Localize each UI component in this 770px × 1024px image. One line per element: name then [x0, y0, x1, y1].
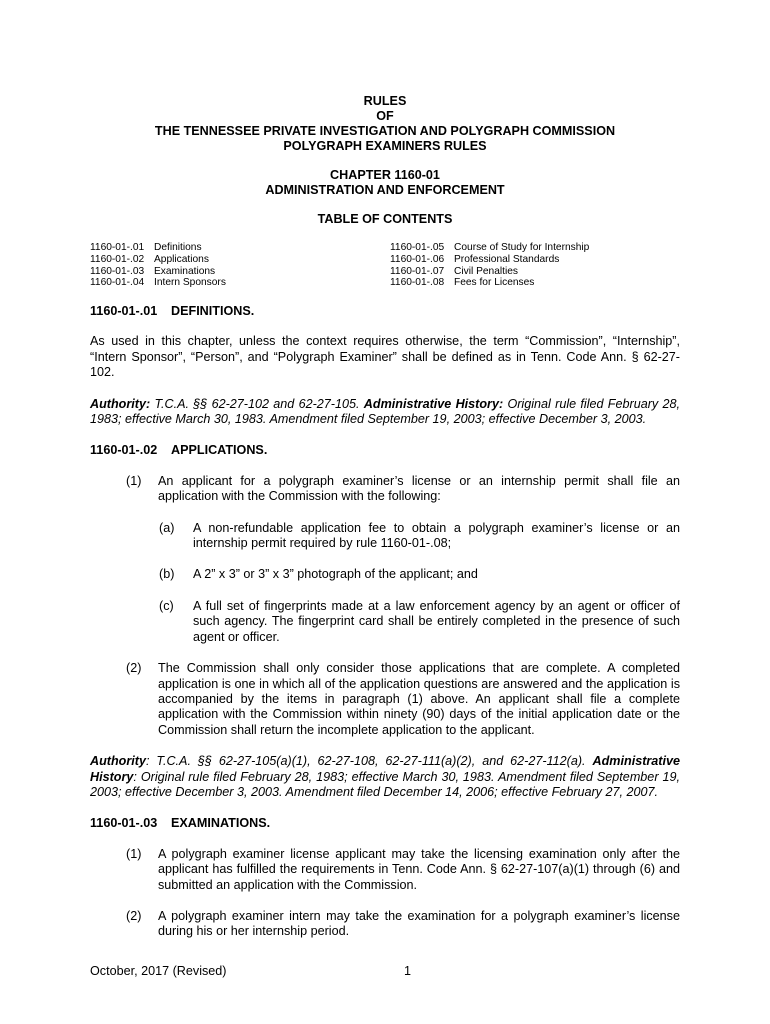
header-of: OF — [376, 109, 394, 123]
section-heading-examinations: 1160-01-.03 EXAMINATIONS. — [90, 816, 271, 831]
toc-entry[interactable]: 1160-01-.01 Definitions — [90, 242, 202, 253]
toc-entry[interactable]: 1160-01-.07 Civil Penalties — [390, 265, 518, 277]
header-commission: THE TENNESSEE PRIVATE INVESTIGATION AND POLYGRAPH COMMISSION — [154, 124, 616, 138]
document-header — [0, 94, 770, 227]
toc-title: TABLE OF CONTENTS — [317, 212, 453, 226]
applications-paragraph-1: (1) An applicant for a polygraph examiner’s license or an internship permit shall file an application with the Commission with the following: — [126, 473, 680, 504]
header-rules-title: POLYGRAPH EXAMINERS RULES — [283, 139, 487, 153]
section-heading-definitions: 1160-01-.01 DEFINITIONS. — [90, 304, 255, 318]
applications-authority: Authority: T.C.A. §§ 62-27-105(a)(1), 62-27-108, 62-27-111(a)(2), and 62-27-112(a). Administrative History: Original rule filed February 28, 1983; effective March 30, 1983. Amendment filed September 19, 2003; effective December 3, 2003. Amendment filed December 14, 2006; effective February 27, 2007. — [90, 754, 680, 799]
toc-entry[interactable]: 1160-01-.02 Applications — [90, 253, 209, 265]
page-number: 1 — [404, 964, 412, 978]
applications-item-c: (c) A full set of fingerprints made at a law enforcement agency by an agent or officer of such agency. The fingerprint card shall be entirely completed in the presence of such agent or officer. — [159, 598, 680, 644]
examinations-paragraph-2: (2) A polygraph examiner intern may take the examination for a polygraph examiner’s license during his or her internship period. — [126, 908, 680, 939]
examinations-paragraph-1: (1) A polygraph examiner license applicant may take the licensing examination only after the applicant has fulfilled the requirements in Tenn. Code Ann. § 62-27-107(a)(1) through (6) and submitted an application with the Commission. — [126, 846, 680, 892]
toc-entry[interactable]: 1160-01-.05 Course of Study for Internship — [390, 242, 590, 253]
toc-entry[interactable]: 1160-01-.06 Professional Standards — [390, 253, 560, 265]
toc-entry[interactable]: 1160-01-.04 Intern Sponsors — [90, 277, 226, 289]
toc-entry[interactable]: 1160-01-.08 Fees for Licenses — [390, 277, 535, 289]
chapter-number: CHAPTER 1160-01 — [330, 168, 440, 182]
applications-item-b: (b) A 2” x 3” or 3” x 3” photograph of the applicant; and — [159, 567, 478, 582]
toc-left-column — [90, 242, 226, 289]
chapter-title: ADMINISTRATION AND ENFORCEMENT — [265, 183, 505, 197]
section-heading-applications: 1160-01-.02 APPLICATIONS. — [90, 443, 268, 458]
document-body — [90, 304, 680, 956]
applications-item-a: (a) A non-refundable application fee to obtain a polygraph examiner’s license or an internship permit required by rule 1160-01-.08; — [159, 520, 680, 551]
toc-entry[interactable]: 1160-01-.03 Examinations — [90, 265, 216, 277]
definitions-authority: Authority: T.C.A. §§ 62-27-102 and 62-27-105. Administrative History: Original rule filed February 28, 1983; effective March 30, 1983. Amendment filed September 19, 2003; effective December 3, 2003. — [90, 396, 681, 427]
revision-date: October, 2017 (Revised) — [90, 964, 227, 978]
toc-right-column — [390, 242, 589, 289]
applications-paragraph-2: (2) The Commission shall only consider those applications that are complete. A completed application is one in which all of the application questions are answered and the application is accompanied by the items in paragraph (1) above. An applicant shall file a complete application with the Commission within ninety (90) days of the initial application date or the Commission shall return the incomplete application to the applicant. — [126, 661, 680, 737]
definitions-paragraph: As used in this chapter, unless the context requires otherwise, the term “Commission”, “Internship”, “Intern Sponsor”, “Person”, and “Polygraph Examiner” shall be defined as in Tenn. Code Ann. § 62-27-102. — [90, 334, 680, 380]
header-rules: RULES — [363, 94, 407, 108]
